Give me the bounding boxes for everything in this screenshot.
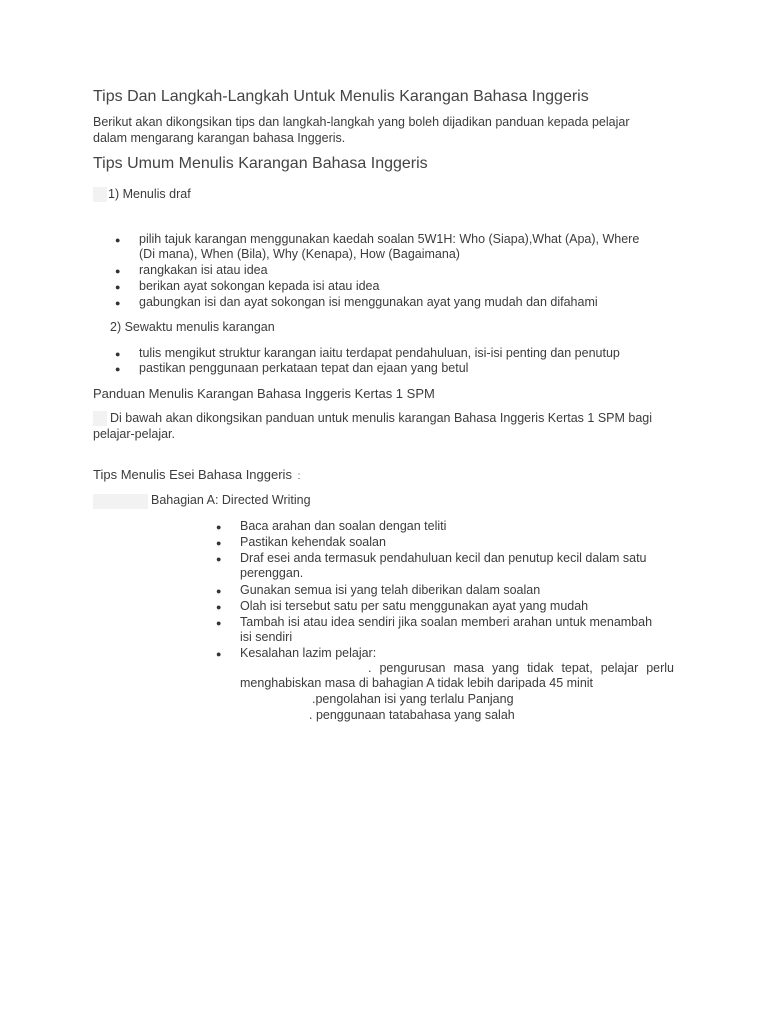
bullet-icon: ● bbox=[216, 586, 222, 596]
list-item: rangkakan isi atau idea bbox=[139, 263, 268, 277]
list-item-continuation: isi sendiri bbox=[240, 630, 293, 644]
step-2-label: 2) Sewaktu menulis karangan bbox=[110, 320, 275, 334]
indent-highlight bbox=[93, 187, 107, 202]
list-item: tulis mengikut struktur karangan iaitu terdapat pendahuluan, isi-isi penting dan penutup bbox=[139, 346, 620, 360]
list-item-continuation: perenggan. bbox=[240, 566, 304, 580]
bullet-icon: ● bbox=[216, 602, 222, 612]
bullet-icon: ● bbox=[115, 266, 121, 276]
section-heading-esei bbox=[93, 467, 300, 485]
list-item: pastikan penggunaan perkataan tepat dan ejaan yang betul bbox=[139, 361, 469, 375]
section-heading-esei-colon: : bbox=[297, 471, 301, 482]
document-title: Tips Dan Langkah-Langkah Untuk Menulis Karangan Bahasa Inggeris bbox=[93, 88, 589, 105]
list-item: pilih tajuk karangan menggunakan kaedah soalan 5W1H: Who (Siapa),What (Apa), Where bbox=[139, 232, 640, 246]
bullet-icon: ● bbox=[115, 282, 121, 292]
section-heading-esei-text: Tips Menulis Esei Bahasa Inggeris bbox=[93, 467, 292, 482]
intro-line-2: dalam mengarang karangan bahasa Inggeris. bbox=[93, 131, 346, 145]
list-item: Gunakan semua isi yang telah diberikan dalam soalan bbox=[240, 583, 541, 597]
mistake-item: .pengolahan isi yang terlalu Panjang bbox=[312, 692, 514, 706]
list-item: Kesalahan lazim pelajar: bbox=[240, 646, 377, 660]
bullet-icon: ● bbox=[216, 618, 222, 628]
bullet-icon: ● bbox=[216, 649, 222, 659]
bullet-icon: ● bbox=[216, 538, 222, 548]
intro-line-1: Berikut akan dikongsikan tips dan langkah-langkah yang boleh dijadikan panduan kepada pelajar bbox=[93, 115, 630, 129]
indent-highlight bbox=[93, 411, 107, 426]
list-item: Tambah isi atau idea sendiri jika soalan memberi arahan untuk menambah bbox=[240, 615, 653, 629]
bullet-icon: ● bbox=[115, 349, 121, 359]
mistake-item: . penggunaan tatabahasa yang salah bbox=[309, 708, 515, 722]
mistake-item: . pengurusan masa yang tidak tepat, pelajar perlu bbox=[368, 661, 674, 675]
bullet-icon: ● bbox=[115, 364, 121, 374]
list-item: berikan ayat sokongan kepada isi atau idea bbox=[139, 279, 380, 293]
section-heading-tips-umum: Tips Umum Menulis Karangan Bahasa Inggeris bbox=[93, 155, 428, 172]
list-item: gabungkan isi dan ayat sokongan isi menggunakan ayat yang mudah dan difahami bbox=[139, 295, 598, 309]
list-item: Draf esei anda termasuk pendahuluan kecil dan penutup kecil dalam satu bbox=[240, 551, 647, 565]
mistake-item-continuation: menghabiskan masa di bahagian A tidak lebih daripada 45 minit bbox=[240, 676, 594, 690]
bullet-icon: ● bbox=[216, 522, 222, 532]
panduan-line-1: Di bawah akan dikongsikan panduan untuk menulis karangan Bahasa Inggeris Kertas 1 SPM bagi bbox=[110, 411, 653, 425]
section-heading-panduan: Panduan Menulis Karangan Bahasa Inggeris Kertas 1 SPM bbox=[93, 386, 435, 401]
list-item-continuation: (Di mana), When (Bila), Why (Kenapa), How (Bagaimana) bbox=[139, 247, 460, 261]
list-item: Baca arahan dan soalan dengan teliti bbox=[240, 519, 447, 533]
list-item: Olah isi tersebut satu per satu menggunakan ayat yang mudah bbox=[240, 599, 589, 613]
step-1-label: 1) Menulis draf bbox=[108, 187, 191, 201]
bullet-icon: ● bbox=[115, 298, 121, 308]
indent-highlight bbox=[93, 494, 148, 509]
bullet-icon: ● bbox=[115, 235, 121, 245]
panduan-line-2: pelajar-pelajar. bbox=[93, 427, 175, 441]
bullet-icon: ● bbox=[216, 554, 222, 564]
part-a-label: Bahagian A: Directed Writing bbox=[151, 493, 311, 507]
list-item: Pastikan kehendak soalan bbox=[240, 535, 386, 549]
